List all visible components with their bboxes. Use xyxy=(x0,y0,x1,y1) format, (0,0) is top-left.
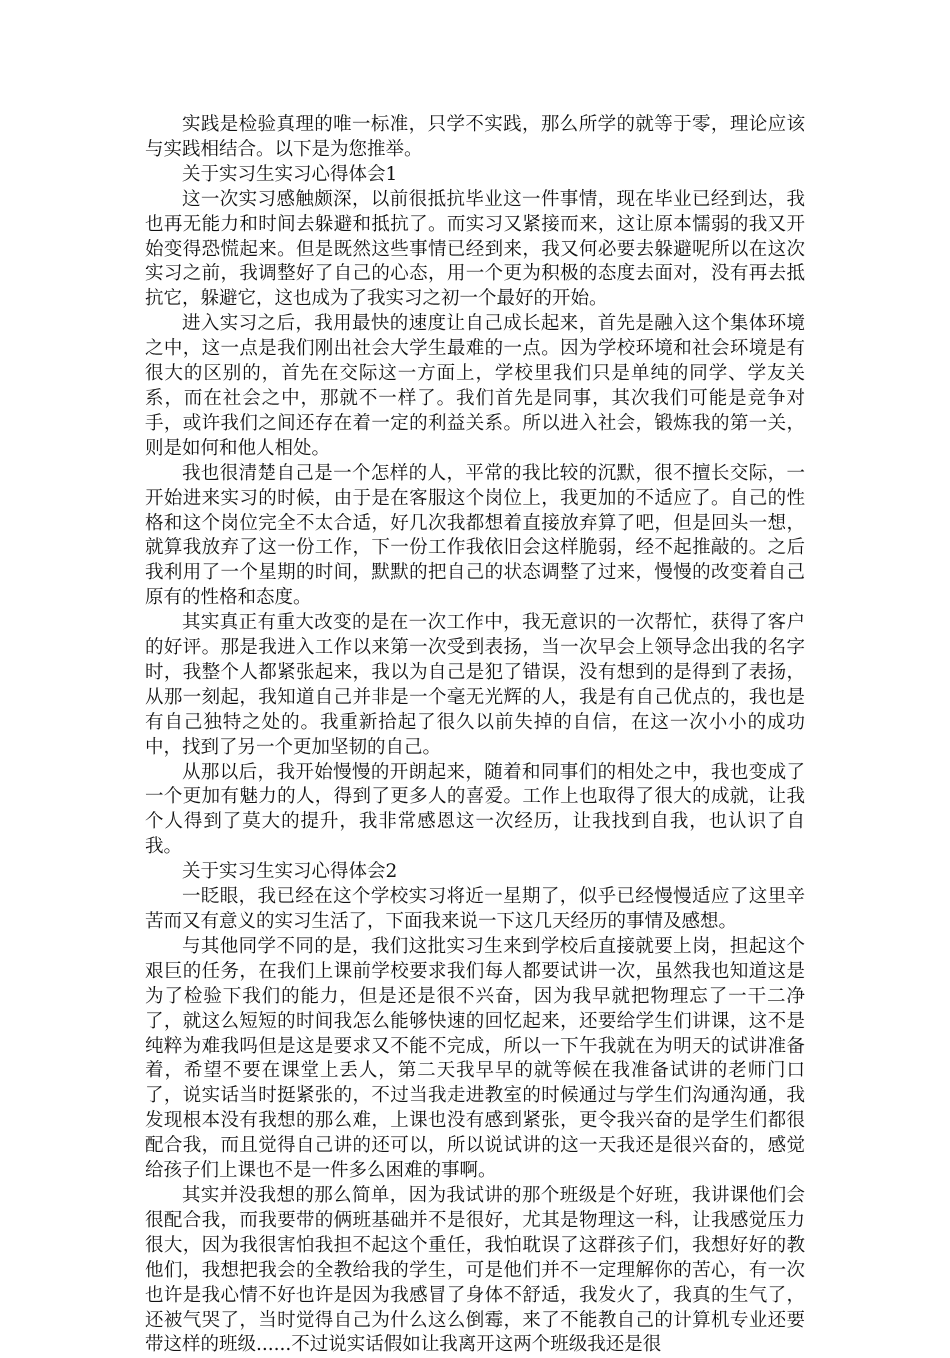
document-body xyxy=(145,113,805,1358)
section-2-paragraph-2: 与其他同学不同的是，我们这批实习生来到学校后直接就要上岗，担起这个艰巨的任务，在我们上课前学校要求我们每人都要试讲一次，虽然我也知道这是为了检验下我们的能力，但是还是很不兴奋，因为我早就把物理忘了一干二净了，就这么短短的时间我怎么能够快速的回忆起来，还要给学生们讲课，这不是纯粹为难我吗但是这是要求又不能不完成，所以一下午我就在为明天的试讲准备着，希望不要在课堂上丢人，第二天我早早的就等候在我准备试讲的老师门口了，说实话当时挺紧张的，不过当我走进教室的时候通过与学生们沟通沟通，我发现根本没有我想的那么难，上课也没有感到紧张，更令我兴奋的是学生们都很配合我，而且觉得自己讲的还可以，所以说试讲的这一天我还是很兴奋的，感觉给孩子们上课也不是一件多么困难的事啊。 xyxy=(145,935,805,1182)
section-2-paragraph-1: 一眨眼，我已经在这个学校实习将近一星期了，似乎已经慢慢适应了这里辛苦而又有意义的实习生活了，下面我来说一下这几天经历的事情及感想。 xyxy=(145,886,805,932)
intro-paragraph: 实践是检验真理的唯一标准，只学不实践，那么所学的就等于零，理论应该与实践相结合。以下是为您推举。 xyxy=(145,114,805,160)
section-1-paragraph-2: 进入实习之后，我用最快的速度让自己成长起来，首先是融入这个集体环境之中，这一点是我们刚出社会大学生最难的一点。因为学校环境和社会环境是有很大的区别的，首先在交际这一方面上，学校里我们只是单纯的同学、学友关系，而在社会之中，那就不一样了。我们首先是同事，其次我们可能是竞争对手，或许我们之间还存在着一定的利益关系。所以进入社会，锻炼我的第一关，则是如何和他人相处。 xyxy=(145,313,805,459)
section-2-paragraph-3: 其实并没我想的那么简单，因为我试讲的那个班级是个好班，我讲课他们会很配合我，而我要带的俩班基础并不是很好，尤其是物理这一科，让我感觉压力很大，因为我很害怕我担不起这个重任，我怕耽误了这群孩子们，我想好好的教他们，我想把我会的全教给我的学生，可是他们并不一定理解你的苦心，有一次也许是我心情不好也许是因为我感冒了身体不舒适，我发火了，我真的生气了，还被气哭了，当时觉得自己为什么这么倒霉，来了不能教自己的计算机专业还要带这样的班级......不过说实话假如让我离开这两个班级我还是很 xyxy=(145,1184,805,1356)
section-1-heading: 关于实习生实习心得体会1 xyxy=(182,163,398,185)
section-1-paragraph-3: 我也很清楚自己是一个怎样的人，平常的我比较的沉默，很不擅长交际，一开始进来实习的时候，由于是在客服这个岗位上，我更加的不适应了。自己的性格和这个岗位完全不太合适，好几次我都想着直接放弃算了吧，但是回头一想，就算我放弃了这一份工作，下一份工作我依旧会这样脆弱，经不起推敲的。之后我利用了一个星期的时间，默默的把自己的状态调整了过来，慢慢的改变着自己原有的性格和态度。 xyxy=(145,462,805,609)
section-2-heading: 关于实习生实习心得体会2 xyxy=(182,861,398,883)
section-1-paragraph-5: 从那以后，我开始慢慢的开朗起来，随着和同事们的相处之中，我也变成了一个更加有魅力的人，得到了更多人的喜爱。工作上也取得了很大的成就，让我个人得到了莫大的提升，我非常感恩这一次经历，让我找到自我，也认识了自我。 xyxy=(145,761,805,858)
section-1-paragraph-1: 这一次实习感触颇深，以前很抵抗毕业这一件事情，现在毕业已经到达，我也再无能力和时间去躲避和抵抗了。而实习又紧接而来，这让原本懦弱的我又开始变得恐慌起来。但是既然这些事情已经到来，我又何必要去躲避呢所以在这次实习之前，我调整好了自己的心态，用一个更为积极的态度去面对，没有再去抵抗它，躲避它，这也成为了我实习之初一个最好的开始。 xyxy=(145,188,805,310)
section-1-paragraph-4: 其实真正有重大改变的是在一次工作中，我无意识的一次帮忙，获得了客户的好评。那是我进入工作以来第一次受到表扬，当一次早会上领导念出我的名字时，我整个人都紧张起来，我以为自己是犯了错误，没有想到的是得到了表扬，从那一刻起，我知道自己并非是一个毫无光辉的人，我是有自己优点的，我也是有自己独特之处的。我重新拾起了很久以前失掉的自信，在这一次小小的成功中，找到了另一个更加坚韧的自己。 xyxy=(145,612,805,758)
